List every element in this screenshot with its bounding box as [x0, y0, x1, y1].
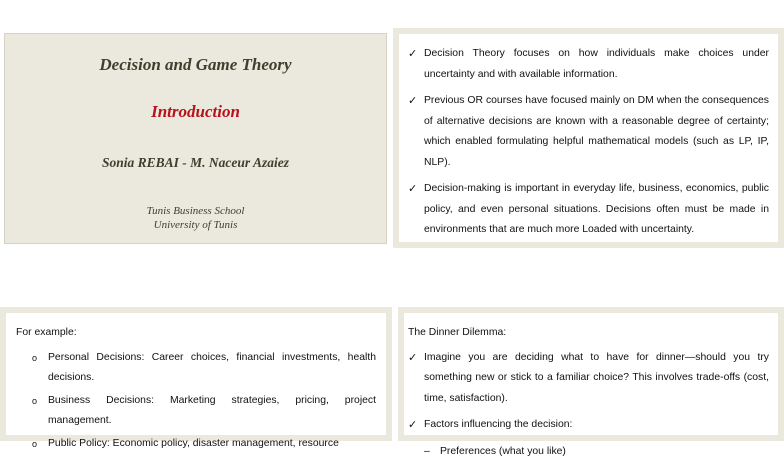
list-item: [32, 434, 376, 455]
sub-list: [408, 442, 769, 462]
bullet-list: [408, 44, 769, 241]
circle-bullet-icon: o: [32, 391, 37, 412]
item-text: Personal Decisions: Career choices, financial investments, health decisions.: [48, 352, 376, 384]
dinner-dilemma-slide: [398, 307, 784, 441]
slide-content: [404, 313, 778, 435]
bullet-list: [408, 348, 769, 436]
dash-bullet-icon: –: [424, 442, 430, 462]
example-list: [16, 348, 376, 455]
list-item: [424, 442, 769, 462]
list-item: [408, 179, 769, 241]
slide-title: Decision and Game Theory: [5, 55, 386, 75]
slide-subtitle: Introduction: [5, 102, 386, 122]
check-mark-icon: ✓: [408, 415, 417, 436]
examples-slide: [0, 307, 392, 441]
slide-lead: For example:: [16, 323, 376, 344]
list-item: [408, 44, 769, 85]
item-text: Public Policy: Economic policy, disaster management, resource: [48, 438, 339, 449]
check-mark-icon: ✓: [408, 348, 417, 369]
title-slide: [4, 33, 387, 244]
bullet-text: Decision-making is important in everyday life, business, economics, public policy, and even personal situations. Decisions often must be made in environments that are much more Loaded with uncertainty.: [424, 183, 769, 235]
check-mark-icon: ✓: [408, 44, 417, 65]
bullet-text: Decision Theory focuses on how individuals make choices under uncertainty and with available information.: [424, 48, 769, 80]
institution-name: Tunis Business School: [5, 205, 386, 217]
list-item: [408, 415, 769, 436]
university-name: University of Tunis: [5, 219, 386, 231]
slide-lead: The Dinner Dilemma:: [408, 323, 769, 344]
bullet-text: Imagine you are deciding what to have for dinner—should you try something new or stick to a familiar choice? This involves trade-offs (cost, time, satisfaction).: [424, 352, 769, 404]
decision-theory-slide: [393, 28, 784, 248]
slide-authors: Sonia REBAI - M. Naceur Azaiez: [5, 155, 386, 171]
list-item: [32, 348, 376, 389]
slide-content: [6, 313, 386, 435]
circle-bullet-icon: o: [32, 434, 37, 455]
bullet-text: Factors influencing the decision:: [424, 419, 572, 430]
slide-content: [399, 34, 778, 242]
list-item: [32, 391, 376, 432]
list-item: [408, 348, 769, 410]
item-text: Preferences (what you like): [440, 446, 566, 457]
item-text: Business Decisions: Marketing strategies, pricing, project management.: [48, 395, 376, 427]
list-item: [408, 91, 769, 173]
check-mark-icon: ✓: [408, 91, 417, 112]
check-mark-icon: ✓: [408, 179, 417, 200]
bullet-text: Previous OR courses have focused mainly on DM when the consequences of alternative decisions are known with a reasonable degree of certainty; which enabled formulating helpful mathematical models (such as LP, IP, NLP).: [424, 95, 769, 168]
circle-bullet-icon: o: [32, 348, 37, 369]
